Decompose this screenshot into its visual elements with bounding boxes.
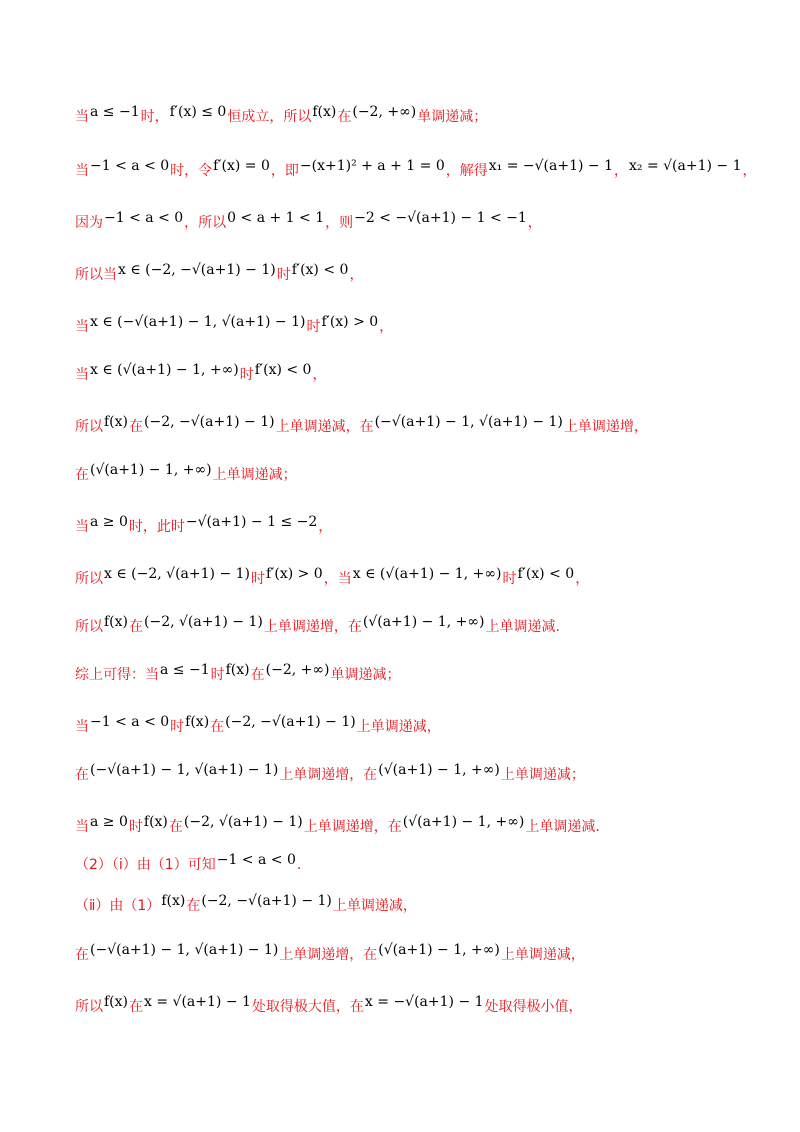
math-expression: a ≤ −1 [90,104,140,120]
math-expression: (√(a+1) − 1, +∞) [402,814,525,830]
math-expression: (−2, √(a+1) − 1) [144,614,263,630]
math-expression: x ∈ (√(a+1) − 1, +∞) [352,566,502,582]
chinese-text: ， [312,367,327,383]
math-expression: (√(a+1) − 1, +∞) [378,762,500,778]
math-expression: −(x+1)² + a + 1 = 0 [299,158,445,174]
chinese-text: 上单调递增，在 [263,619,362,635]
math-expression: f(x) [104,614,129,630]
chinese-text: ， [575,571,590,587]
chinese-text: ， [349,267,364,283]
chinese-text: 在 [129,419,144,435]
text-line [75,762,760,784]
chinese-text: 时 [170,719,185,735]
math-expression: x ∈ (√(a+1) − 1, +∞) [90,362,239,378]
chinese-text: ，解得 [445,163,488,179]
math-expression: f(x) [143,814,168,830]
math-expression: a ≥ 0 [90,514,128,530]
chinese-text: 上单调递减. [525,819,600,835]
chinese-text: ，则 [325,215,354,231]
chinese-text: （ⅱ）由（1） [75,898,161,914]
chinese-text: 时 [210,667,225,683]
chinese-text: 时， [140,109,169,125]
math-expression: f′(x) > 0 [321,314,379,330]
math-expression: x ∈ (−√(a+1) − 1, √(a+1) − 1) [90,314,306,330]
text-line [75,104,760,126]
chinese-text: 所以 [75,619,103,635]
chinese-text: ，所以 [184,215,227,231]
text-line [75,994,760,1016]
math-expression: a ≤ −1 [160,662,210,678]
math-expression: (√(a+1) − 1, +∞) [362,614,485,630]
chinese-text: 上单调递增，在 [279,767,378,783]
chinese-text: 时 [251,571,265,587]
text-line [75,566,760,588]
math-expression: f(x) [312,104,337,120]
math-expression: x = √(a+1) − 1 [144,994,251,1010]
chinese-text: 综上可得：当 [75,667,159,683]
chinese-text: 所以 [75,999,103,1015]
chinese-text: 在 [250,667,265,683]
chinese-text: 在 [168,819,183,835]
math-expression: (−2, −√(a+1) − 1) [225,714,356,730]
math-expression: f(x) [104,994,129,1010]
chinese-text: 当 [75,367,89,383]
chinese-text: 上单调递增， [563,419,648,435]
chinese-text: ， [318,519,333,535]
chinese-text: 当 [75,163,89,179]
math-expression: (−√(a+1) − 1, √(a+1) − 1) [90,762,279,778]
chinese-text: 因为 [75,215,103,231]
chinese-text: 时 [276,267,291,283]
math-expression: x ∈ (−2, √(a+1) − 1) [104,566,250,582]
math-expression: −√(a+1) − 1 ≤ −2 [185,514,318,530]
chinese-text: 在 [75,467,89,483]
text-line [75,210,760,232]
chinese-text: 时，令 [170,163,213,179]
chinese-text: ， [379,319,394,335]
text-line [75,514,760,536]
chinese-text: . [296,857,302,873]
chinese-text: 单调递减； [330,667,401,683]
math-expression: f(x) [161,893,186,909]
math-expression: x₂ = √(a+1) − 1 [628,158,742,174]
math-expression: a ≥ 0 [90,814,128,830]
math-expression: −1 < a < 0 [90,714,170,730]
chinese-text: 上单调递减，在 [275,419,374,435]
math-expression: f(x) [225,662,250,678]
math-expression: 0 < a + 1 < 1 [227,210,325,226]
chinese-text: 上单调递减， [332,898,417,914]
math-expression: f(x) [185,714,210,730]
chinese-text: 在 [129,619,144,635]
math-expression: −1 < a < 0 [216,852,296,868]
chinese-text: 所以 [75,571,103,587]
math-expression: x₁ = −√(a+1) − 1 [488,158,613,174]
chinese-text: 时 [306,319,321,335]
math-expression: f′(x) = 0 [213,158,270,174]
math-expression: (−√(a+1) − 1, √(a+1) − 1) [90,942,279,958]
math-expression: (√(a+1) − 1, +∞) [378,942,500,958]
chinese-text: 时 [502,571,517,587]
math-expression: (√(a+1) − 1, +∞) [90,462,212,478]
text-line [75,362,760,384]
math-expression: −1 < a < 0 [90,158,170,174]
chinese-text: 在 [186,898,201,914]
chinese-text: ， [527,215,542,231]
text-line [75,414,760,436]
chinese-text: 上单调递增，在 [303,819,402,835]
math-expression: (−2, +∞) [265,662,330,678]
chinese-text: 上单调递减， [500,947,585,963]
math-expression: f′(x) < 0 [254,362,312,378]
chinese-text: 单调递减； [417,109,488,125]
chinese-text: 在 [337,109,352,125]
chinese-text: 上单调递减； [500,767,585,783]
chinese-text: 当 [75,519,89,535]
math-expression: f′(x) < 0 [517,566,575,582]
chinese-text: 当 [75,719,89,735]
chinese-text: 处取得极大值，在 [251,999,364,1015]
text-line [75,158,760,180]
chinese-text: 上单调递减. [485,619,560,635]
chinese-text: ， [613,163,628,179]
chinese-text: 在 [75,947,89,963]
chinese-text: 时 [128,819,143,835]
text-line [75,852,760,874]
chinese-text: 在 [129,999,144,1015]
chinese-text: 当 [75,319,89,335]
math-expression: −2 < −√(a+1) − 1 < −1 [354,210,527,226]
chinese-text: ， [742,163,757,179]
math-expression: (−2, −√(a+1) − 1) [144,414,275,430]
chinese-text: 处取得极小值， [484,999,583,1015]
chinese-text: 当 [75,109,89,125]
math-expression: x ∈ (−2, −√(a+1) − 1) [118,262,276,278]
chinese-text: ，即 [270,163,299,179]
chinese-text: 所以当 [75,267,117,283]
chinese-text: 当 [75,819,89,835]
text-line [75,814,760,836]
math-expression: (−2, √(a+1) − 1) [183,814,303,830]
text-line [75,262,760,284]
text-line [75,893,760,915]
math-expression: (−2, −√(a+1) − 1) [201,893,332,909]
chinese-text: 时，此时 [128,519,185,535]
chinese-text: 所以 [75,419,103,435]
math-expression: (−√(a+1) − 1, √(a+1) − 1) [374,414,563,430]
text-line [75,614,760,636]
text-line [75,662,760,684]
math-expression: f(x) [104,414,129,430]
chinese-text: ，当 [323,571,352,587]
chinese-text: 在 [210,719,225,735]
chinese-text: （2）（ⅰ）由（1）可知 [75,857,216,873]
text-line [75,942,760,964]
chinese-text: 上单调递增，在 [279,947,378,963]
chinese-text: 上单调递减， [356,719,441,735]
text-line [75,462,760,484]
math-expression: f′(x) > 0 [266,566,323,582]
text-line [75,714,760,736]
math-expression: f′(x) ≤ 0 [169,104,227,120]
chinese-text: 上单调递减； [212,467,297,483]
chinese-text: 时 [239,367,254,383]
math-expression: −1 < a < 0 [104,210,184,226]
math-expression: x = −√(a+1) − 1 [364,994,484,1010]
chinese-text: 恒成立，所以 [227,109,312,125]
chinese-text: 在 [75,767,89,783]
math-expression: (−2, +∞) [352,104,417,120]
math-expression: f′(x) < 0 [291,262,349,278]
text-line [75,314,760,336]
